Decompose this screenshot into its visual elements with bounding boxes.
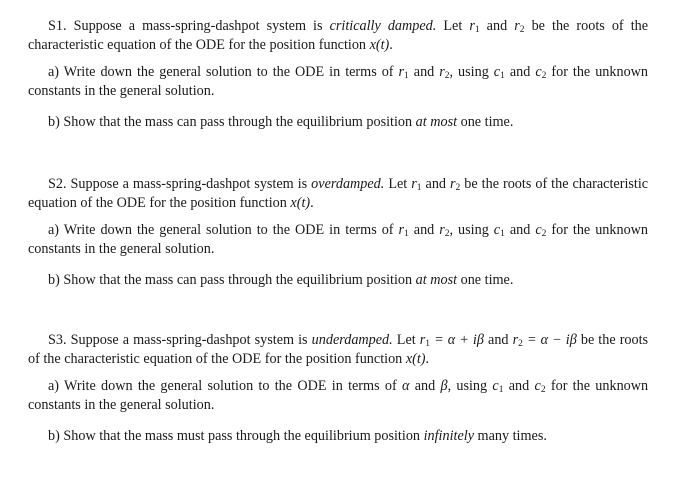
part-a: a) Write down the general solution to the ODE in terms of $r_1$ and $r_2$, using $c_1$ and $c_2$ for the unknown constants in the general solution. (28, 222, 649, 257)
root-r1-value: = α + iβ (434, 332, 484, 348)
root-r2: $r_2$ (450, 176, 461, 193)
var-1: $r_1$ (398, 64, 409, 81)
damping-type: underdamped. (311, 332, 393, 348)
problem-label: S3. (48, 332, 67, 348)
constant-c1: $c_1$ (493, 64, 505, 81)
constant-c2: $c_2$ (535, 222, 547, 239)
part-b: b) Show that the mass must pass through the equilibrium position infinitely many times. (48, 428, 547, 444)
problem-statement: S2. Suppose a mass-spring-dashpot system is overdamped. Let $r_1$ and $r_2$ be the roots of the characteristic equation of the ODE for the position function x(t). (28, 176, 649, 211)
damping-type: critically damped. (329, 18, 437, 34)
part-b: b) Show that the mass can pass through the equilibrium position at most one time. (48, 272, 514, 288)
problem-statement: S3. Suppose a mass-spring-dashpot system is underdamped. Let $r_1 = \alpha + i\beta$ and $r_2 = \alpha - i\beta$ be the roots of the characteristic equation of the ODE for the position function x(t). (28, 332, 649, 367)
part-a: a) Write down the general solution to the ODE in terms of $r_1$ and $r_2$, using $c_1$ and $c_2$ for the unknown constants in the general solution. (28, 64, 649, 99)
problem-s2 (28, 175, 648, 290)
var-beta: β (440, 378, 448, 394)
constant-c2: $c_2$ (534, 378, 546, 395)
root-r2: $r_2$ (512, 332, 523, 349)
problem-label: S2. (48, 176, 67, 192)
problem-s1 (28, 17, 648, 132)
part-a: a) Write down the general solution to the ODE in terms of α and β, using $c_1$ and $c_2$ for the unknown constants in the general solution. (28, 378, 649, 413)
part-b: b) Show that the mass can pass through the equilibrium position at most one time. (48, 114, 514, 130)
var-2: $r_2$ (439, 222, 450, 239)
constant-c2: $c_2$ (535, 64, 547, 81)
problem-statement: S1. Suppose a mass-spring-dashpot system is critically damped. Let $r_1$ and $r_2$ be the roots of the characteristic equation of the ODE for the position function x(t). (28, 18, 649, 53)
root-r2-value: = α − iβ (526, 332, 577, 348)
position-function: x(t) (369, 37, 390, 53)
root-r1: $r_1$ (469, 18, 480, 35)
constant-c1: $c_1$ (493, 222, 505, 239)
problem-label: S1. (48, 18, 67, 34)
constant-c1: $c_1$ (492, 378, 504, 395)
var-2: $r_2$ (439, 64, 450, 81)
damping-type: overdamped. (311, 176, 385, 192)
root-r2: $r_2$ (514, 18, 525, 35)
root-r1: $r_1$ (419, 332, 431, 349)
root-r1: $r_1$ (411, 176, 422, 193)
var-alpha: α (401, 378, 410, 394)
position-function: x(t) (290, 195, 311, 211)
problem-s3 (28, 331, 648, 446)
var-1: $r_1$ (398, 222, 409, 239)
position-function: x(t) (405, 351, 426, 367)
